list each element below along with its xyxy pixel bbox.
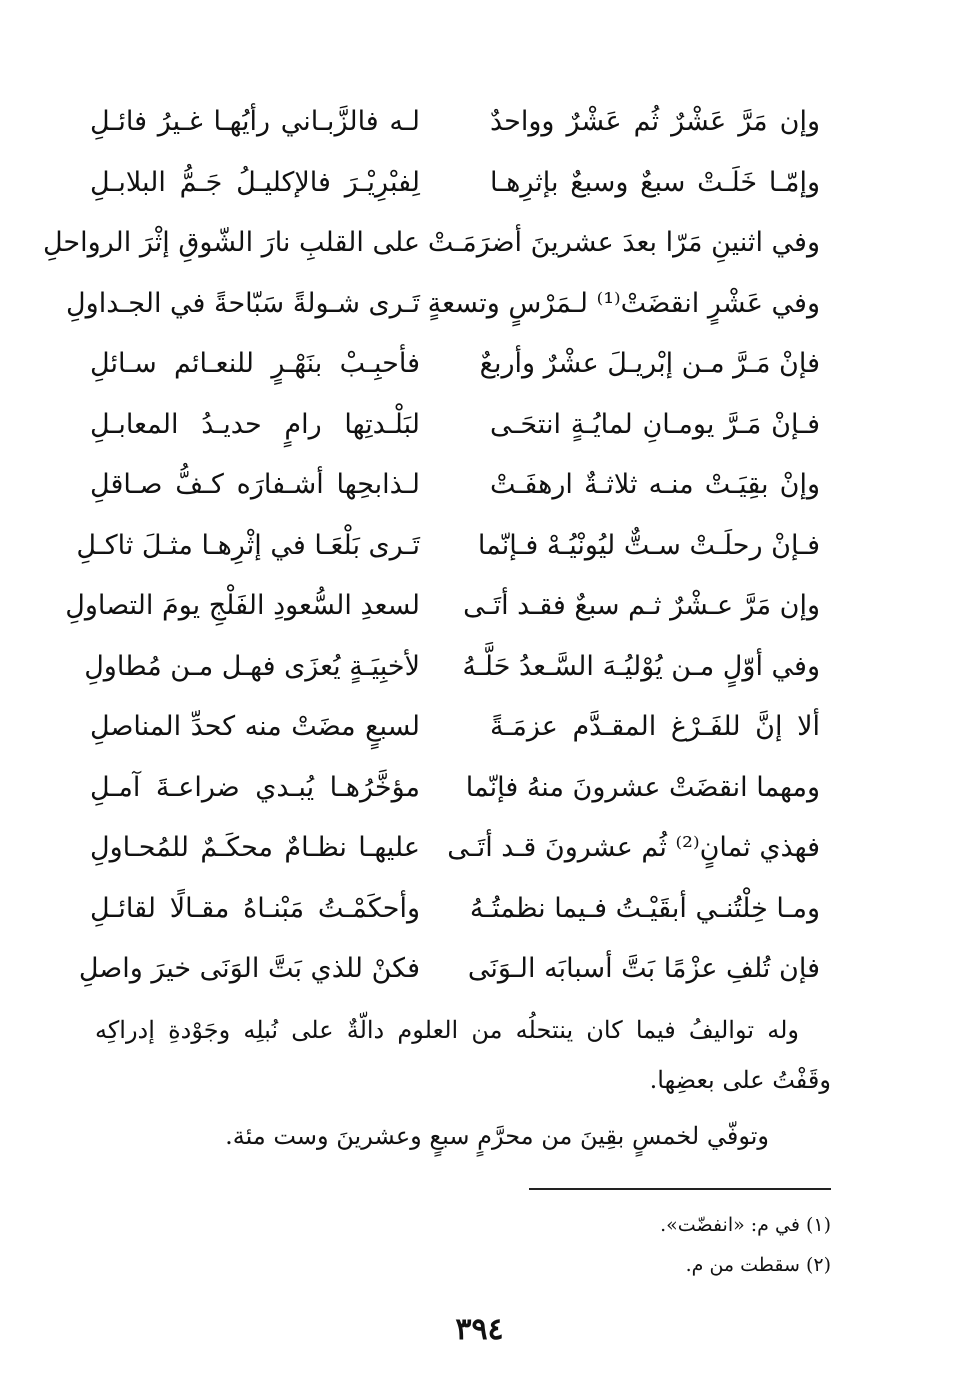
footnotes xyxy=(231,1205,831,1285)
verse-first-hemistich: فإن تُلفِ عزْمًا بَتَّ أسبابَه الـوَنَى xyxy=(467,953,820,984)
verse-second-hemistich: مؤخَّرُهـا يُبـدي ضراعـةَ آمـلِ xyxy=(90,771,420,803)
verse-row xyxy=(66,274,820,335)
verse-first-hemistich: ومهما انقضَتْ عشرونَ منهُ فإنّما xyxy=(465,771,820,803)
verse-second-hemistich: لـه فالزَّبـاني رأيُهـا غـيرُ فائـلِ xyxy=(90,106,420,137)
footnote-separator xyxy=(529,1188,831,1190)
page-number: ٣٩٤ xyxy=(455,1312,504,1347)
verse-row xyxy=(42,213,820,274)
verse-second-hemistich: وأحكَمْـتُ مَبْنـاهُ مقـالًا لقائـلِ xyxy=(90,892,420,924)
verse-row xyxy=(78,939,820,1000)
verse-row xyxy=(90,92,820,153)
verse-row xyxy=(90,455,820,516)
verse-second-hemistich: فأحبِـبْ بنَهْـرٍ للنعـائم سـائلِ xyxy=(90,348,420,379)
verse-second-hemistich: لسعدِ السُّعودِ الفَلْجِ يومَ التصاولِ xyxy=(65,590,420,621)
prose-paragraph: وله تواليفُ فيما كان ينتحلُه من العلوم دالّةٌ على نُبلِه وجَوْدةِ إدراكِه وقَفْتُ على بعضِها. xyxy=(95,1016,831,1094)
verse-second-hemistich: على القلبِ نارَ الشّوقِ إثْرَ الرواحلِ xyxy=(42,227,420,258)
footnote: (١) في م: «انفضّت». xyxy=(660,1214,831,1236)
verse-second-hemistich: لـذابحِها أشـفارَه كـفُّ صـاقلِ xyxy=(90,469,420,500)
verse-second-hemistich: عليهـا نظـامٌ محكَـمٌ للمُحـاولِ xyxy=(90,832,420,863)
verse-second-hemistich: فكنْ للذي بَتَّ الوَنَى خيرَ واصلِ xyxy=(78,953,420,984)
verse-row xyxy=(90,334,820,395)
verse-first-hemistich: وفي اثنينِ مَرّا بعدَ عشرينَ أضرَمَـتْ xyxy=(427,227,820,258)
verse-second-hemistich: تَـرى بَلْعَـا في إثْرِهـا مثـلَ ثاكـلِ xyxy=(76,529,420,561)
verse-first-hemistich: وفي عَشْرٍ انقضَتْ⁽¹⁾ لـمَرْسٍ وتسعةٍ xyxy=(427,287,820,319)
verse-first-hemistich: وإن مَرَّ عـشْرٌ ثـم سبعٌ فقـد أتَـى xyxy=(463,590,820,621)
verse-first-hemistich: فـإنْ مَـرَّ يومـانِ لمايُـةٍ انتحَـى xyxy=(490,408,820,440)
verse-first-hemistich: فهذي ثمانٍ⁽²⁾ ثُم عشرونَ قـد أتَـى xyxy=(447,832,820,863)
verse-first-hemistich: فإنْ مَـرَّ مـن إبْريـلَ عشْرٌ وأربعٌ xyxy=(479,348,820,379)
prose-text xyxy=(95,1005,831,1161)
footnote: (٢) سقطت من م. xyxy=(685,1254,831,1276)
verse-row xyxy=(90,697,820,758)
verse-first-hemistich: وإمّـا خَلَـتْ سبعٌ وسبعٌ بإثرِهـا xyxy=(490,166,820,198)
verse-first-hemistich: ألا إنَّ للفَـرْغ المقـدَّم عزمَـةً xyxy=(490,711,820,742)
verse-second-hemistich: تَـرى شـولةً سَبّاحةً في الجـداولِ xyxy=(66,287,420,319)
verse-row xyxy=(65,576,820,637)
verse-first-hemistich: وفي أوّلٍ مـن يُوْليُـهَ السَّـعدُ حَلَّـهُ xyxy=(462,650,820,682)
verse-second-hemistich: لِفبْرِيْـرَ فالإكليـلُ جَـمُّ البلابـلِ xyxy=(90,166,420,198)
verse-row xyxy=(84,637,820,698)
prose-paragraph: وتوفّي لخمسٍ بقِينَ من محرَّمٍ سبعٍ وعشرينَ وست مئة. xyxy=(225,1122,769,1150)
verse-second-hemistich: لبَلْـدتِها رامٍ حديـدُ المعابـلِ xyxy=(90,408,420,440)
verse-second-hemistich: لسبعٍ مضَتْ منه كحدِّ المناصلِ xyxy=(90,711,420,742)
verse-first-hemistich: ومـا خِلْتُنـي أبقَيْـتُ فـيما نظمتُـهُ xyxy=(469,892,820,924)
verse-first-hemistich: فـإنْ رحلَـتْ سـتٌّ ليُونْيُـهْ فـإنّما xyxy=(477,529,820,561)
verse-row xyxy=(90,818,820,879)
poem-verses xyxy=(42,92,820,1000)
verse-first-hemistich: وإن مَرَّ عَشْرٌ ثُم عَشْرٌ وواحدٌ xyxy=(490,106,820,137)
verse-first-hemistich: وإنْ بقِيَـتْ منـه ثلاثـةٌ ارهفَـتْ xyxy=(490,469,820,500)
verse-row xyxy=(90,395,820,456)
verse-row xyxy=(90,153,820,214)
verse-second-hemistich: لأخبِيَـةٍ يُعزَى فهـل مـن مُطاولِ xyxy=(84,650,420,682)
verse-row xyxy=(90,758,820,819)
verse-row xyxy=(90,879,820,940)
verse-row xyxy=(76,516,820,577)
